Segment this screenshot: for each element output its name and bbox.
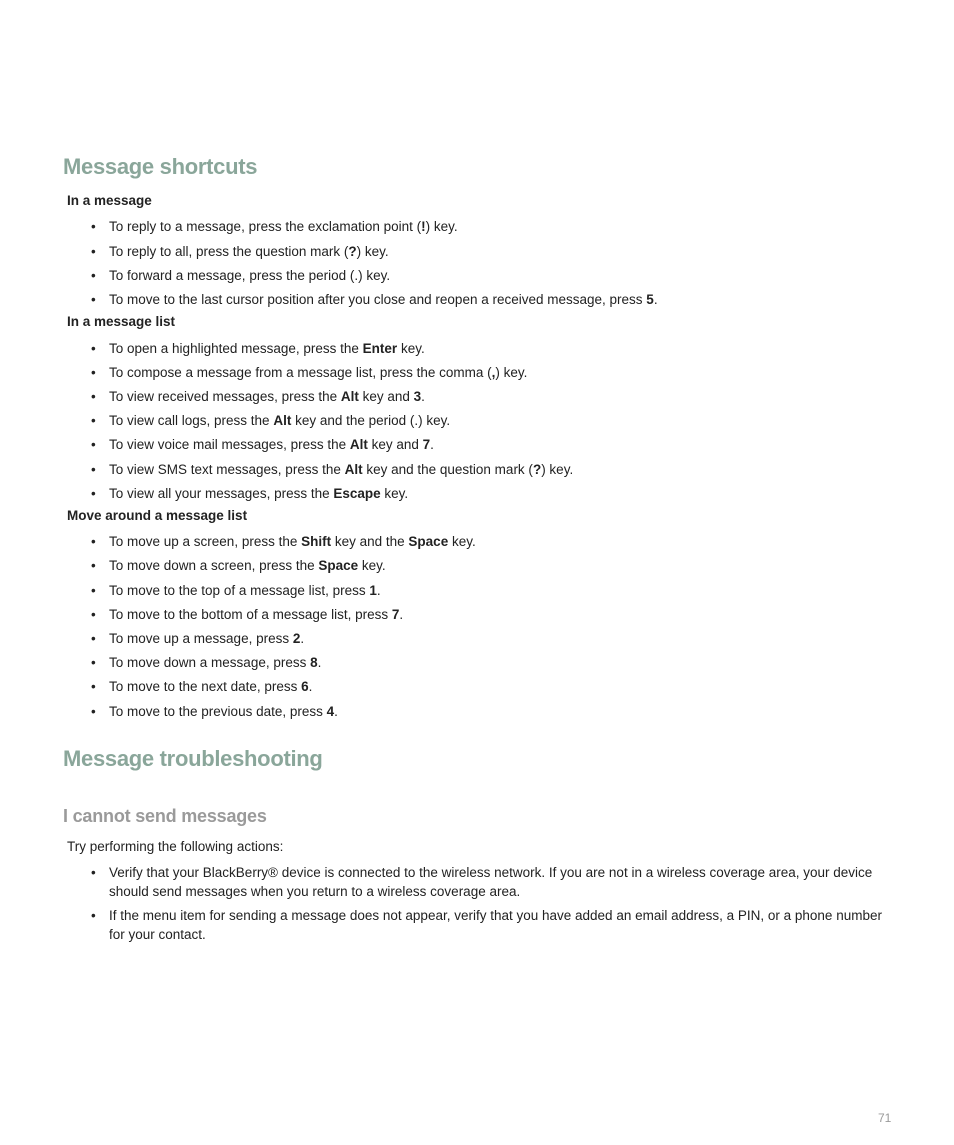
page-number: 71 <box>878 1111 892 1125</box>
text-segment: To move down a screen, press the <box>109 558 319 573</box>
text-segment: To view voice mail messages, press the <box>109 437 350 452</box>
key-label: Alt <box>349 437 368 452</box>
bullet-icon: • <box>91 389 96 404</box>
bullet-icon: • <box>91 437 96 452</box>
text-segment: . <box>376 583 381 598</box>
topic-title-cannot-send-messages: I cannot send messages <box>63 806 267 826</box>
bullet-icon: • <box>91 219 96 234</box>
bullet-icon: • <box>91 865 96 880</box>
bullet-icon: • <box>91 631 96 646</box>
key-label: Space <box>408 534 449 549</box>
key-label: Escape <box>333 486 381 501</box>
bullet-icon: • <box>91 268 96 283</box>
list-item-text <box>109 581 896 600</box>
list-item-text <box>109 339 896 358</box>
text-segment: . <box>308 679 313 694</box>
bullet-icon: • <box>91 558 96 573</box>
list-item-text <box>109 653 896 672</box>
bullet-icon: • <box>91 908 96 923</box>
text-segment: To view SMS text messages, press the <box>109 462 345 477</box>
bullet-icon: • <box>91 413 96 428</box>
text-segment: . <box>399 607 404 622</box>
key-label: 8 <box>310 655 318 670</box>
list-item <box>91 863 896 903</box>
key-label: Alt <box>273 413 292 428</box>
text-segment: To move to the last cursor position after you close and reopen a received message, press <box>109 292 647 307</box>
text-segment: To reply to a message, press the exclamation point ( <box>109 219 422 234</box>
text-segment: To move to the next date, press <box>109 679 302 694</box>
text-segment: To move to the bottom of a message list, press <box>109 607 392 622</box>
list-item-text <box>109 460 896 479</box>
list-item <box>91 906 896 946</box>
bullet-icon: • <box>91 655 96 670</box>
text-segment: To compose a message from a message list, press the comma ( <box>109 365 492 380</box>
list-item-text <box>109 290 896 309</box>
text-segment: ) key. <box>495 365 528 380</box>
key-label: Shift <box>301 534 332 549</box>
key-label: 7 <box>391 607 400 622</box>
text-segment: key and the question mark ( <box>362 462 533 477</box>
subheading-in-a-message: In a message <box>67 193 152 208</box>
text-segment: To view call logs, press the <box>109 413 274 428</box>
key-label: 3 <box>413 389 422 404</box>
key-label: 5 <box>646 292 654 307</box>
key-label: , <box>491 365 496 380</box>
text-segment: To move to the top of a message list, press <box>109 583 370 598</box>
section-title-message-shortcuts: Message shortcuts <box>63 154 258 179</box>
key-label: Alt <box>340 389 359 404</box>
text-segment: . <box>653 292 658 307</box>
key-label: ? <box>348 244 357 259</box>
text-segment: To reply to all, press the question mark ( <box>109 244 349 259</box>
bullet-icon: • <box>91 365 96 380</box>
bullet-icon: • <box>91 583 96 598</box>
key-label: Enter <box>362 341 398 356</box>
key-label: 7 <box>422 437 431 452</box>
key-label: 2 <box>292 631 301 646</box>
key-label: ! <box>421 219 426 234</box>
list-item-text <box>109 435 896 454</box>
key-label: 1 <box>369 583 377 598</box>
section-title-message-troubleshooting: Message troubleshooting <box>63 746 323 771</box>
troubleshooting-intro: Try performing the following actions: <box>67 839 284 854</box>
bullet-icon: • <box>91 704 96 719</box>
bullet-icon: • <box>91 244 96 259</box>
bullet-icon: • <box>91 486 96 501</box>
text-segment: . <box>421 389 425 404</box>
bullet-icon: • <box>91 679 96 694</box>
bullet-icon: • <box>91 292 96 307</box>
bullet-icon: • <box>91 534 96 549</box>
text-segment: To open a highlighted message, press the <box>109 341 363 356</box>
text-segment: key. <box>380 486 409 501</box>
list-item-text <box>109 532 896 551</box>
text-segment: key and <box>367 437 423 452</box>
text-segment: To move to the previous date, press <box>109 704 327 719</box>
list-item-text <box>109 556 896 575</box>
text-segment: . <box>300 631 305 646</box>
text-segment: To move up a screen, press the <box>109 534 302 549</box>
text-segment: key. <box>358 558 386 573</box>
text-segment: key and <box>358 389 414 404</box>
key-label: ? <box>532 462 542 477</box>
key-label: 6 <box>301 679 309 694</box>
text-segment: key. <box>448 534 476 549</box>
bullet-icon: • <box>91 341 96 356</box>
list-item-text <box>109 863 896 901</box>
text-segment: ) key. <box>356 244 389 259</box>
key-label: Space <box>318 558 359 573</box>
text-segment: To view all your messages, press the <box>109 486 334 501</box>
key-label: Alt <box>344 462 363 477</box>
list-item-text <box>109 242 896 261</box>
text-segment: ) key. <box>541 462 574 477</box>
list-item-text <box>109 387 896 406</box>
subheading-in-a-message-list: In a message list <box>67 314 176 329</box>
text-segment: key and the period (.) key. <box>291 413 451 428</box>
text-segment: To move up a message, press <box>109 631 293 646</box>
list-item-text <box>109 217 896 236</box>
text-segment: key and the <box>331 534 409 549</box>
bullet-icon: • <box>91 462 96 477</box>
list-item-text <box>109 266 896 285</box>
list-item-text <box>109 677 896 696</box>
list-item-text <box>109 605 896 624</box>
text-segment: . <box>430 437 434 452</box>
list-item-text <box>109 629 896 648</box>
subheading-move-around-message-list: Move around a message list <box>67 508 248 523</box>
list-item-text <box>109 484 896 503</box>
list-item-text <box>109 363 896 382</box>
text-segment: ) key. <box>425 219 458 234</box>
text-segment: To forward a message, press the period (.) key. <box>109 268 391 283</box>
list-item-text <box>109 411 896 430</box>
text-segment: . <box>317 655 322 670</box>
list-item-text <box>109 906 896 944</box>
list-item-text <box>109 702 896 721</box>
bullet-icon: • <box>91 607 96 622</box>
text-segment: . <box>334 704 338 719</box>
key-label: 4 <box>326 704 335 719</box>
text-segment: To view received messages, press the <box>109 389 341 404</box>
text-segment: Verify that your BlackBerry® device is connected to the wireless network. If you are not in a wireless coverage area, your device should send messages when you return to a wireless coverage area. <box>109 865 873 899</box>
text-segment: key. <box>397 341 425 356</box>
text-segment: To move down a message, press <box>109 655 311 670</box>
text-segment: If the menu item for sending a message does not appear, verify that you have added an email address, a PIN, or a phone number for your contact. <box>109 908 882 942</box>
